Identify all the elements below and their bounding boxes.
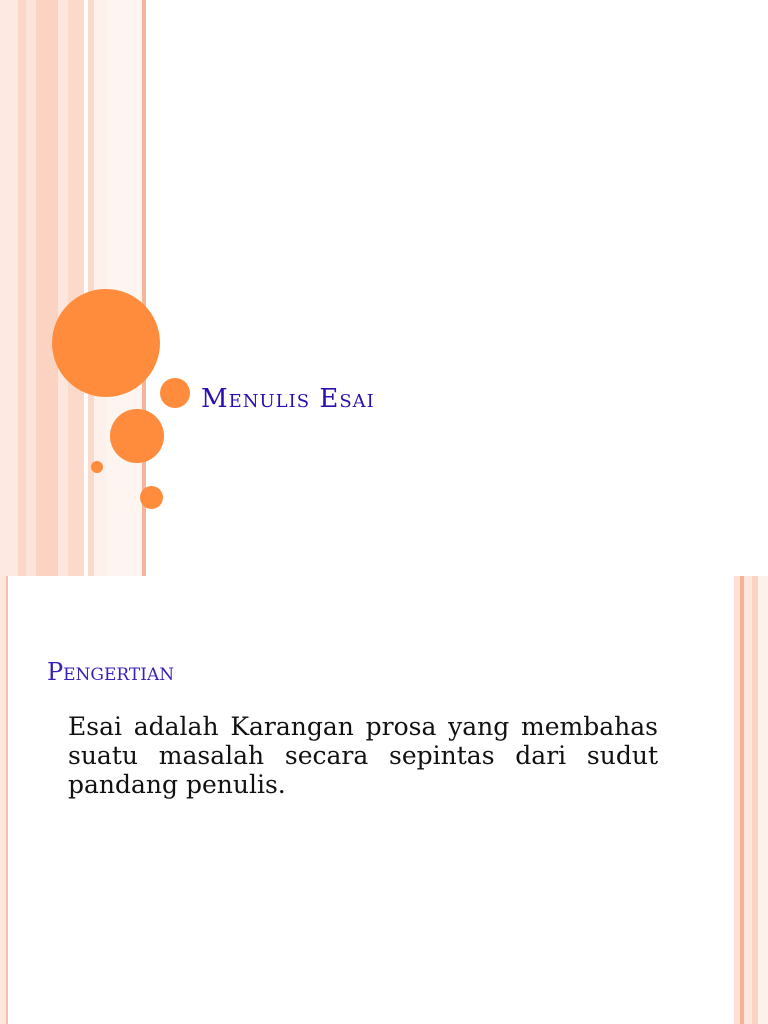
decorative-stripe: [106, 0, 142, 576]
decorative-circle-small: [160, 378, 190, 408]
decorative-stripe: [68, 0, 84, 576]
decorative-circle-medium: [110, 409, 164, 463]
decorative-circle-large: [52, 289, 160, 397]
decorative-stripe: [18, 0, 26, 576]
decorative-stripe: [58, 0, 68, 576]
decorative-circle-small: [140, 486, 163, 509]
decorative-stripe: [26, 0, 36, 576]
slide-2: [0, 576, 768, 1024]
decorative-stripe: [6, 576, 8, 1024]
decorative-circle-tiny: [91, 461, 103, 473]
slide-heading: Pengertian: [47, 658, 175, 686]
decorative-stripe: [744, 576, 752, 1024]
decorative-stripe: [36, 0, 58, 576]
decorative-stripe: [0, 0, 18, 576]
slide-title: Menulis Esai: [201, 384, 375, 414]
decorative-stripe: [758, 576, 768, 1024]
decorative-stripe: [94, 0, 106, 576]
slide-body-text: Esai adalah Karangan prosa yang membahas suatu masalah secara sepintas dari sudut pandang penulis.: [68, 712, 658, 799]
